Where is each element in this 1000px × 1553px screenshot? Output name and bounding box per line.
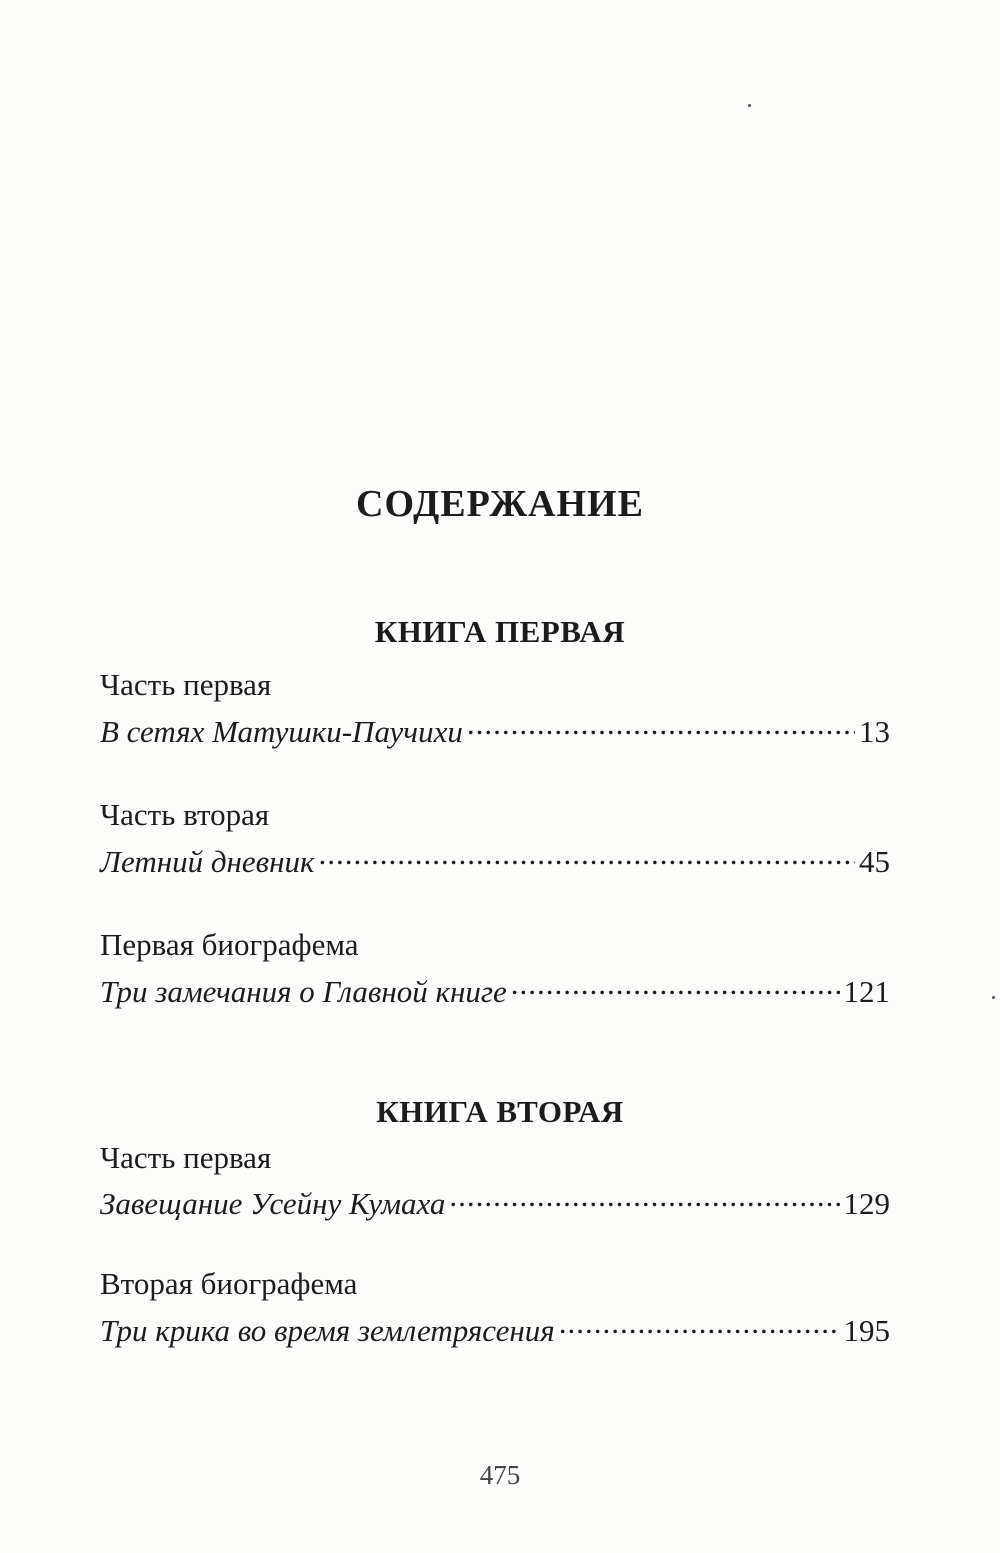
dot-leader — [511, 968, 840, 1002]
toc-entry-title: В сетях Матушки-Паучихи — [100, 714, 463, 750]
page-number: 475 — [479, 1460, 521, 1490]
section-label: Часть вторая — [100, 797, 270, 832]
toc-entry-title: Завещание Усейну Кумаха — [100, 1186, 446, 1222]
section-label: Вторая биографема — [100, 1266, 358, 1301]
toc-page-number: 129 — [843, 1186, 890, 1222]
dot-leader — [467, 708, 855, 742]
section-label: Первая биографема — [100, 927, 359, 962]
toc-entry[interactable] — [100, 838, 890, 880]
section-label: Часть первая — [100, 1140, 272, 1175]
toc-entry[interactable] — [100, 1180, 890, 1222]
book-one-heading: КНИГА ПЕРВАЯ — [374, 614, 626, 649]
paper-speck — [992, 996, 995, 999]
book-two-heading: КНИГА ВТОРАЯ — [376, 1094, 624, 1129]
dot-leader — [319, 838, 855, 872]
toc-entry-title: Три замечания о Главной книге — [100, 974, 507, 1010]
toc-page-number: 121 — [843, 974, 890, 1010]
dot-leader — [559, 1307, 840, 1341]
dot-leader — [449, 1180, 839, 1214]
paper-speck — [748, 104, 751, 107]
toc-entry-title: Летний дневник — [100, 844, 315, 880]
toc-page-number: 195 — [843, 1313, 890, 1349]
toc-entry[interactable] — [100, 1307, 890, 1349]
toc-entry-title: Три крика во время землетрясения — [100, 1313, 555, 1349]
toc-entry[interactable] — [100, 708, 890, 750]
toc-page-number: 13 — [859, 714, 890, 750]
toc-entry[interactable] — [100, 968, 890, 1010]
section-label: Часть первая — [100, 667, 272, 702]
toc-page-number: 45 — [859, 844, 890, 880]
contents-title: СОДЕРЖАНИЕ — [356, 483, 644, 525]
